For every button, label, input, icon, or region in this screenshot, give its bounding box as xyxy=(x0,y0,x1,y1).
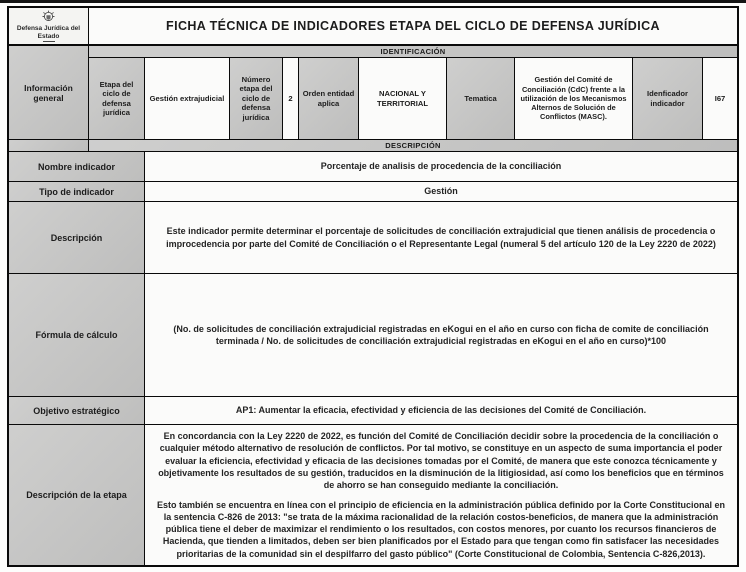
description-section-row xyxy=(9,140,737,152)
coat-of-arms-icon xyxy=(41,10,56,24)
section-header-descripcion: DESCRIPCIÓN xyxy=(89,140,737,151)
etapa-paragraph-1: En concordancia con la Ley 2220 de 2022, es función del Comité de Conciliación decidir sobre la procedencia de la conciliación o cualquier método alternativo de resolución de conflictos. Por tal motivo, se constituye en un aspecto de suma importancia el poder evaluar la eficiencia, efectividad y eficacia de las decisiones tomadas por el Comité, de manera que este conozca técnicamente y objetivamente los resultados de su gestión, traducidos en la disminución de la litigiosidad, así como los beneficios que en términos de ahorro se han conseguido mediante la conciliación. xyxy=(158,431,724,490)
ficha-tecnica-sheet xyxy=(7,6,739,567)
org-name: Defensa Jurídica del Estado xyxy=(16,25,81,40)
row-value-objetivo: AP1: Aumentar la eficacia, efectividad y eficiencia de las decisiones del Comité de Conciliación. xyxy=(235,405,647,416)
row-value-nombre: Porcentaje de analisis de procedencia de la conciliación xyxy=(320,161,562,172)
row-objetivo-estrategico xyxy=(9,397,737,425)
field-label-etapa-ciclo: Etapa del ciclo de defensa jurídica xyxy=(89,58,145,139)
field-label-numero-etapa: Número etapa del ciclo de defensa jurídica xyxy=(230,58,283,139)
title-row xyxy=(9,8,737,46)
row-label-nombre: Nombre indicador xyxy=(9,152,145,181)
row-tipo-indicador xyxy=(9,182,737,202)
description-bar-spacer xyxy=(9,140,89,151)
identification-cells xyxy=(89,58,737,139)
row-value-descripcion: Este indicador permite determinar el porcentaje de solicitudes de conciliación extrajudicial que tienen análisis de procedencia o improcedencia por parte del Comité de Conciliación o el Representante Legal (numeral 5 del artículo 120 de la Ley 2220 de 2022) xyxy=(166,226,716,249)
scan-edge-line xyxy=(0,0,746,3)
section-header-identificacion: IDENTIFICACIÓN xyxy=(89,46,737,58)
org-logo xyxy=(9,8,89,44)
row-label-tipo: Tipo de indicador xyxy=(9,182,145,201)
row-label-objetivo: Objetivo estratégico xyxy=(9,397,145,424)
etapa-paragraph-2: Esto también se encuentra en línea con el principio de eficiencia en la administración pública definido por la Corte Constitucional en la sentencia C-826 de 2013: "se trata de la máxima racionalidad de la relación costos-beneficios, de manera que la administración pública tiene el deber de maximizar el rendimiento o los resultados, con costos menores, por cuanto los recursos financieros de Hacienda, que tienden a limitados, deben ser bien planificados por el Estado para que tengan como fin satisfacer las necesidades prioritarias de la comunidad sin el despilfarro del gasto público" (Corte Constitucional de Colombia, Sentencia C-826,2013). xyxy=(156,500,726,559)
field-value-identificador: I67 xyxy=(703,58,737,139)
row-formula-calculo xyxy=(9,274,737,397)
field-label-tematica: Tematica xyxy=(447,58,515,139)
row-nombre-indicador xyxy=(9,152,737,182)
row-value-etapa xyxy=(145,425,737,565)
row-value-tipo: Gestión xyxy=(424,186,458,197)
row-label-descripcion: Descripción xyxy=(9,202,145,273)
document-title: FICHA TÉCNICA DE INDICADORES ETAPA DEL CICLO DE DEFENSA JURÍDICA xyxy=(166,19,660,33)
row-descripcion-etapa xyxy=(9,425,737,565)
row-label-etapa: Descripción de la etapa xyxy=(9,425,145,565)
identification-block xyxy=(9,46,737,140)
info-general-label: Información general xyxy=(9,46,89,139)
row-value-formula: (No. de solicitudes de conciliación extrajudicial registradas en eKogui en el año en curso con ficha de comite de conciliación terminada / No. de solicitudes de conciliación extrajudicial registradas en eKogui en el año en curso)*100 xyxy=(173,323,709,346)
field-value-numero-etapa: 2 xyxy=(283,58,299,139)
field-value-etapa-ciclo: Gestión extrajudicial xyxy=(145,58,230,139)
row-label-formula: Fórmula de cálculo xyxy=(9,274,145,396)
field-label-identificador: Idenficador indicador xyxy=(633,58,703,139)
field-label-orden-entidad: Orden entidad aplica xyxy=(299,58,359,139)
row-descripcion xyxy=(9,202,737,274)
field-value-orden-entidad: NACIONAL Y TERRITORIAL xyxy=(359,58,447,139)
field-value-tematica: Gestión del Comité de Conciliación (CdC) frente a la utilización de los Mecanismos Alternos de Solución de Conflictos (MASC). xyxy=(515,58,633,139)
identification-right xyxy=(89,46,737,139)
logo-underline xyxy=(43,41,55,42)
